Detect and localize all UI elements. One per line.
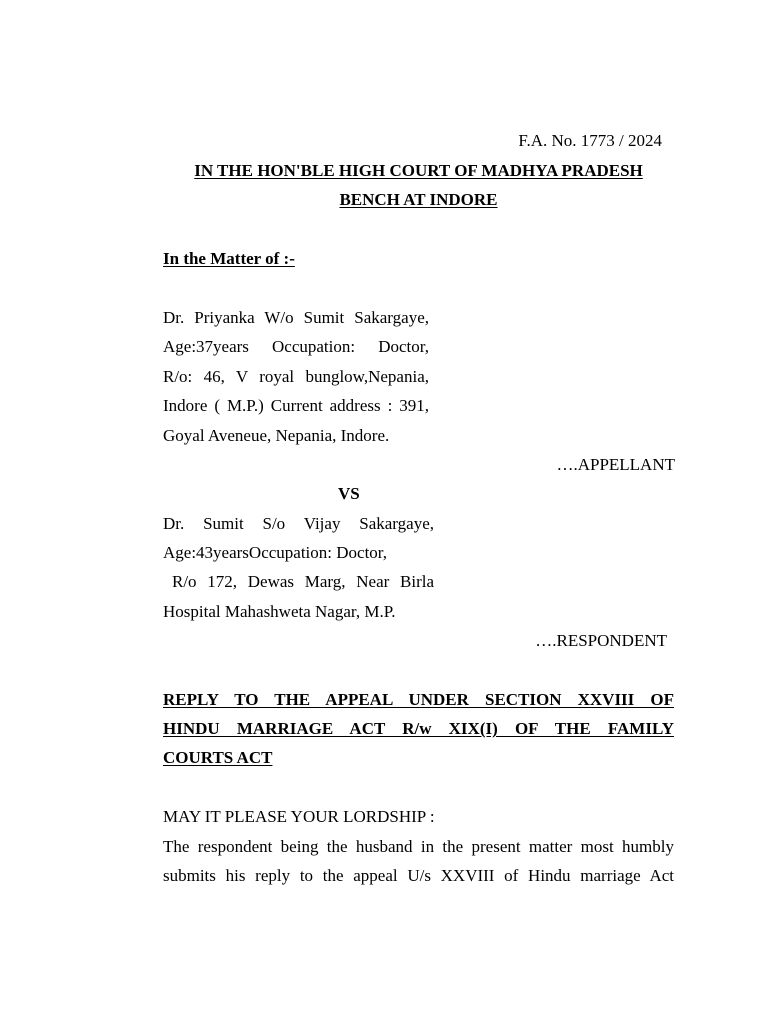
reply-heading-line: REPLY TO THE APPEAL UNDER SECTION XXVIII OF (163, 690, 674, 709)
respondent-line: Dr. Sumit S/o Vijay Sakargaye, (163, 514, 434, 533)
matter-heading: In the Matter of :- (163, 249, 295, 268)
body-line: The respondent being the husband in the present matter most humbly (163, 837, 674, 856)
appellant-line: Age:37years Occupation: Doctor, (163, 337, 429, 356)
appellant-line: Indore ( M.P.) Current address : 391, (163, 396, 429, 415)
versus-label: VS (338, 484, 360, 503)
respondent-line: Hospital Mahashweta Nagar, M.P. (163, 602, 396, 621)
reply-heading-line: COURTS ACT (163, 748, 273, 767)
appellant-line: R/o: 46, V royal bunglow,Nepania, (163, 367, 429, 386)
body-line: submits his reply to the appeal U/s XXVIII of Hindu marriage Act (163, 866, 674, 885)
appellant-line: Dr. Priyanka W/o Sumit Sakargaye, (163, 308, 429, 327)
salutation: MAY IT PLEASE YOUR LORDSHIP : (163, 807, 435, 826)
reply-heading-line: HINDU MARRIAGE ACT R/w XIX(I) OF THE FAMILY (163, 719, 674, 738)
court-title-line-2: BENCH AT INDORE (339, 190, 498, 209)
case-number: F.A. No. 1773 / 2024 (518, 131, 662, 150)
respondent-line: Age:43yearsOccupation: Doctor, (163, 543, 388, 562)
appellant-label: ….APPELLANT (556, 455, 675, 474)
respondent-line: R/o 172, Dewas Marg, Near Birla (172, 572, 434, 591)
court-title-line-1: IN THE HON'BLE HIGH COURT OF MADHYA PRADESH (194, 161, 643, 180)
respondent-label: ….RESPONDENT (535, 631, 667, 650)
appellant-line: Goyal Aveneue, Nepania, Indore. (163, 426, 390, 445)
